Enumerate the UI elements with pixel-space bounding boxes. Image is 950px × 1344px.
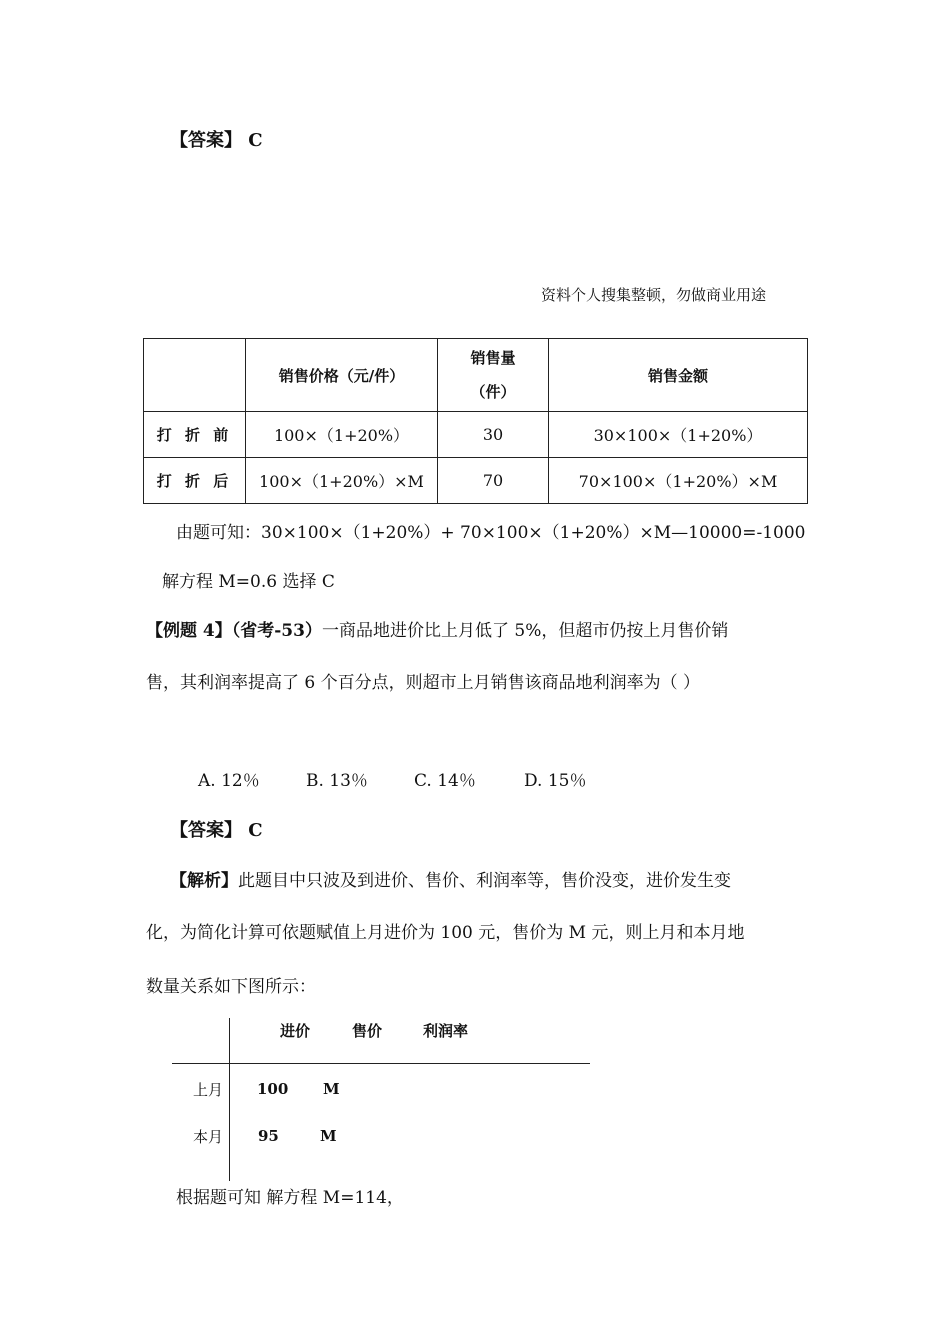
- row-label-last-month: 上月: [193, 1081, 224, 1099]
- example-4-line-2: 售，其利润率提高了 6 个百分点，则超市上月销售该商品地利润率为（ ）: [146, 673, 701, 693]
- watermark-text: 资料个人搜集整顿，勿做商业用途: [541, 286, 767, 304]
- answer-heading-top: [170, 126, 263, 152]
- equation-line: 由题可知：30×100×（1+20%）+ 70×100×（1+20%）×M—10000=-1000: [176, 523, 806, 543]
- option-c: C. 14％: [414, 771, 476, 791]
- row-quantity: 30: [438, 412, 549, 458]
- header-cost: 进价: [280, 1022, 311, 1040]
- cost-this-month: 95: [258, 1127, 279, 1145]
- option-d: D. 15％: [524, 771, 587, 791]
- header-price: 销售价格（元/件）: [246, 339, 438, 412]
- relation-horizontal-line: [172, 1063, 590, 1064]
- analysis-line-1: [170, 866, 731, 891]
- analysis-text-1: 此题目中只波及到进价、售价、利润率等，售价没变，进价发生变: [238, 871, 731, 891]
- table-row: [144, 412, 808, 458]
- answer-value: C: [248, 130, 263, 151]
- price-this-month: M: [320, 1127, 337, 1145]
- solution-line: 解方程 M=0.6 选择 C: [162, 572, 335, 592]
- example-4-line-1: [146, 616, 728, 641]
- header-quantity-line2: （件）: [470, 383, 516, 401]
- row-label: 打 折 后: [144, 458, 246, 504]
- header-quantity-line1: 销售量: [470, 349, 516, 367]
- answer-heading-2: [170, 816, 263, 842]
- row-quantity: 70: [438, 458, 549, 504]
- option-b: B. 13％: [306, 771, 368, 791]
- sales-table: [143, 338, 808, 504]
- header-profit-rate: 利润率: [423, 1022, 469, 1040]
- row-amount: 70×100×（1+20%）×M: [549, 458, 808, 504]
- sales-table-header-row: [144, 339, 808, 412]
- conclusion-line: 根据题可知 解方程 M=114，: [176, 1188, 404, 1208]
- analysis-line-2: 化，为简化计算可依题赋值上月进价为 100 元，售价为 M 元，则上月和本月地: [146, 923, 745, 943]
- answer-value: C: [248, 820, 263, 841]
- analysis-label: 【解析】: [170, 871, 238, 891]
- header-amount: 销售金额: [549, 339, 808, 412]
- answer-label: 【答案】: [170, 130, 242, 151]
- example-4-text-1: 一商品地进价比上月低了 5%，但超市仍按上月售价销: [321, 621, 729, 641]
- option-a: A. 12％: [198, 771, 260, 791]
- answer-label: 【答案】: [170, 820, 242, 841]
- relation-vertical-line: [229, 1018, 230, 1181]
- row-label-this-month: 本月: [193, 1128, 224, 1146]
- price-last-month: M: [323, 1080, 340, 1098]
- example-4-label: 【例题 4】（省考-53）: [146, 621, 322, 641]
- row-price: 100×（1+20%）: [246, 412, 438, 458]
- header-price: 售价: [352, 1022, 383, 1040]
- header-empty-cell: [144, 339, 246, 412]
- table-row: [144, 458, 808, 504]
- row-amount: 30×100×（1+20%）: [549, 412, 808, 458]
- row-label: 打 折 前: [144, 412, 246, 458]
- row-price: 100×（1+20%）×M: [246, 458, 438, 504]
- cost-last-month: 100: [257, 1080, 289, 1098]
- header-quantity: [438, 339, 549, 412]
- analysis-line-3: 数量关系如下图所示：: [146, 977, 316, 997]
